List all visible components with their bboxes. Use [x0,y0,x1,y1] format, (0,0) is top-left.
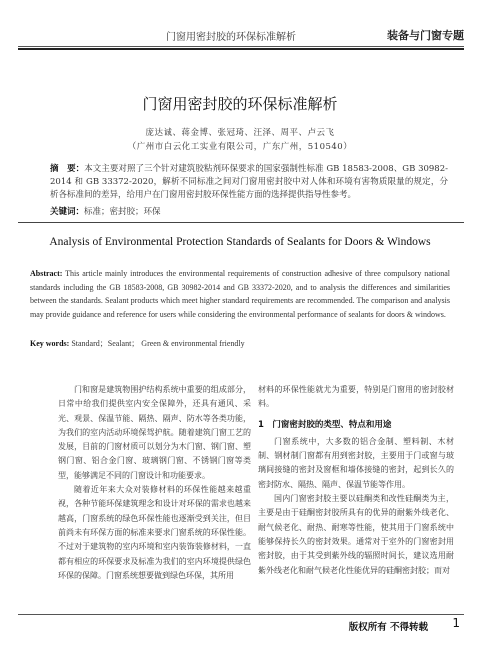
body-paragraph: 门窗系统中，大多数的铝合金制、塑料制、木材制、钢材制门窗都有用到密封胶，主要用于门或窗与玻璃间接缝的密封及窗框和墙体接缝的密封，起到长久的密封防水、隔热、隔声、保温节能等作用。 [258,436,454,489]
abstract-english-text: This article mainly introduces the environmental requirements of construction adhesive of three compulsory national standards including the GB 18583-2008, GB 30982-2014 and GB 33372-2020, and to analysis the differences and similarities between the standards. Sealant products which meet higher standard requirements are recommended. The comparison and analysis may provide guidance and reference for users while considering the environmental performance of sealants for doors & windows. [30,269,450,319]
header-section-name: 装备与门窗专题 [387,29,464,42]
header-rule-thick [18,48,464,50]
section-heading-1: 1 门窗密封胶的类型、特点和用途 [258,419,392,430]
body-paragraph: 国内门窗密封胶主要以硅酮类和改性硅酮类为主，主要是由于硅酮密封胶所具有的优异的耐紫外线老化、耐气候老化、耐热、耐寒等性能，使其用于门窗系统中能够保持长久的密封效果。通常对于室外的门窗密封用密封胶，由于其受到紫外线的辐照时间长，建议选用耐紫外线老化和耐气候老化性能优异的硅酮密封胶；而对 [258,494,454,575]
abstract-chinese [50,163,448,202]
title-english: Analysis of Environmental Protection Standards of Sealants for Doors & Windows [49,236,431,248]
keywords-chinese [50,205,448,217]
title-chinese: 门窗用密封胶的环保标准解析 [142,95,338,113]
abstract-english [30,267,450,321]
body-paragraph-continued: 材料的环保性能就尤为重要，特别是门窗用的密封胶材料。 [258,385,454,409]
keywords-english-text: Standard；Sealant； Green & environmental friendly [71,339,245,348]
keywords-english-label: Key words: [30,339,70,348]
abstract-chinese-text: 本文主要对照了三个针对建筑胶粘剂环保要求的国家强制性标准 GB 18583-2008、GB 30982-2014 和 GB 33372-2020，解析不同标准之间对门窗用密封胶中对人体和环境有害物质限量的规定，分析各标准间的差异，给用户在门窗用密封胶环保性能方面的选择提供指导性参考。 [50,164,448,200]
section-divider [18,222,464,223]
abstract-chinese-label: 摘 要： [50,164,85,174]
page-number: 1 [452,616,460,630]
footer-rule [18,614,464,615]
body-column-left [58,383,251,583]
keywords-english [30,338,450,349]
header-article-title: 门窗用密封胶的环保标准解析 [166,32,296,43]
running-header [18,26,464,44]
affiliation: （广州市白云化工实业有限公司，广东广州，510540） [127,142,353,152]
header-rule [18,46,464,47]
keywords-chinese-label: 关键词： [50,207,85,217]
body-paragraph: 随着近年来大众对装修材料的环保性能越来越重视，各种节能环保建筑理念和设计对环保的需求也越来越高，门窗系统的绿色环保性能也逐渐受到关注，但目前尚未有环保方面的标准来要求门窗系统的环保性能。不过对于建筑物的室内环境和室内装饰装修材料，一直都有相应的环保要求及标准为我们的室内环境提供绿色环保的保障。门窗系统想要做到绿色环保，其所用 [58,485,251,580]
keywords-chinese-text: 标准；密封胶；环保 [84,207,161,217]
copyright-notice: 版权所有 不得转载 [348,622,428,633]
abstract-english-label: Abstract: [30,269,63,278]
body-column-right [258,383,454,578]
body-paragraph: 门和窗是建筑物围护结构系统中重要的组成部分，日常中给我们提供室内安全保障外，还具有通风、采光、观景、保温节能、隔热、隔声、防水等各类功能，为我们的室内活动环境保驾护航。随着建筑门窗工艺的发展，目前的门窗材质可以划分为木门窗、钢门窗、塑钢门窗、铝合金门窗、玻璃钢门窗、不锈钢门窗等类型，能够满足不同的门窗设计和功能要求。 [58,385,251,480]
authors: 庞达诚、蒋金博、张冠琦、汪泽、周平、卢云飞 [145,128,335,138]
